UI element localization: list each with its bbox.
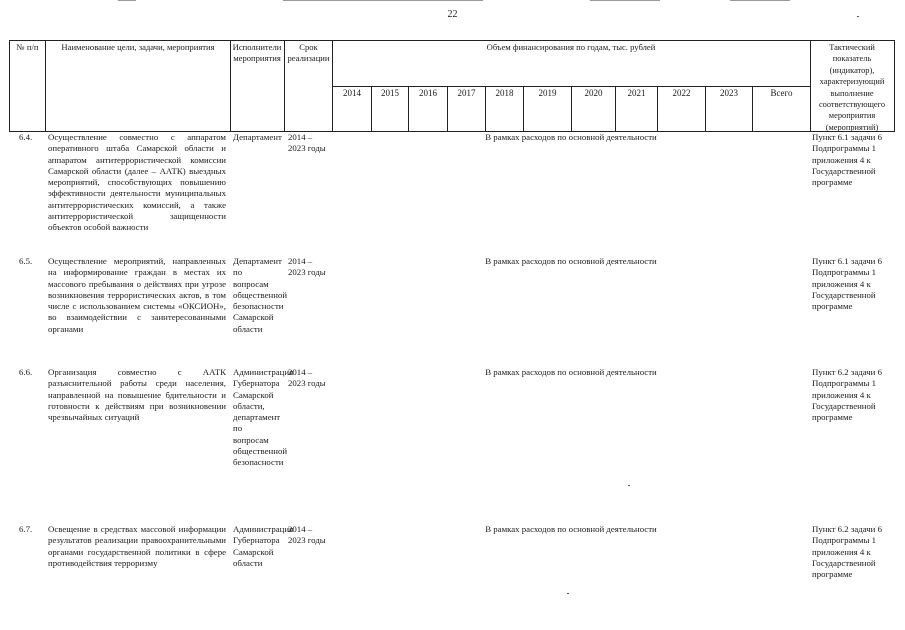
page-number: 22 (447, 9, 458, 20)
header-funding: Объем финансирования по годам, тыс. рублей (486, 42, 656, 52)
row-indicator: Пункт 6.1 задачи 6 Подпрограммы 1 приложения 4 к Государственной программе (812, 132, 882, 188)
row-name: Освещение в средствах массовой информации результатов реализации правоохранительными органами государственной политики в сфере противодействия терроризму (48, 524, 226, 568)
row-funding: В рамках расходов по основной деятельности (485, 132, 657, 142)
row-executor: Администрация Губернатора Самарской области (233, 524, 294, 568)
row-term: 2014 – 2023 годы (288, 367, 326, 389)
row-executor: Департамент (233, 132, 282, 142)
year-2018: 2018 (495, 88, 514, 98)
row-name: Осуществление мероприятий, направленных на информирование граждан в местах их массового пребывания о действиях при угрозе возникновения террористических актов, в том числе с использованием системы «ОКСИОН», во взаимодействии с заинтересованными органами (48, 256, 226, 334)
row-funding: В рамках расходов по основной деятельности (485, 256, 657, 266)
row-executor: Администрация Губернатора Самарской области, департамент по вопросам общественной безопасности (233, 367, 294, 468)
row-term: 2014 – 2023 годы (288, 132, 326, 154)
row-indicator: Пункт 6.2 задачи 6 Подпрограммы 1 приложения 4 к Государственной программе (812, 367, 882, 423)
row-num: 6.7. (19, 524, 33, 534)
row-term: 2014 – 2023 годы (288, 256, 326, 278)
year-total: Всего (770, 88, 793, 98)
year-2019: 2019 (538, 88, 557, 98)
year-2022: 2022 (672, 88, 691, 98)
year-2014: 2014 (343, 88, 361, 98)
header-name: Наименование цели, задачи, мероприятия (61, 42, 215, 52)
header-term: Срок реализации (287, 42, 330, 64)
row-term: 2014 – 2023 годы (288, 524, 326, 546)
header-executors: Исполнители мероприятия (232, 42, 282, 64)
year-2020: 2020 (584, 88, 603, 98)
header-num: № п/п (16, 42, 39, 52)
row-num: 6.6. (19, 367, 33, 377)
row-num: 6.4. (19, 132, 33, 142)
row-num: 6.5. (19, 256, 33, 266)
table-top-border (9, 40, 894, 41)
row-name: Организация совместно с ААТК разъяснительной работы среди населения, направленной на повышение бдительности и готовности к действиям при возникновении чрезвычайных ситуаций (48, 367, 226, 423)
row-executor: Департамент по вопросам общественной безопасности Самарской области (233, 256, 288, 334)
row-funding: В рамках расходов по основной деятельности (485, 524, 657, 534)
row-indicator: Пункт 6.1 задачи 6 Подпрограммы 1 приложения 4 к Государственной программе (812, 256, 882, 312)
header-indicator: Тактический показатель (индикатор), характеризующий выполнение соответствующего мероприятия (мероприятий) (818, 43, 886, 132)
row-name: Осуществление совместно с аппаратом оперативного штаба Самарской области и аппаратом антитеррористической комиссии Самарской области (далее – ААТК) выездных мероприятий, способствующих повышению эффективности деятельности муниципальных антитеррористических комиссий, а также антитеррористической защищенности объектов особой важности (48, 132, 226, 233)
year-2016: 2016 (419, 88, 437, 98)
year-2021: 2021 (627, 88, 646, 98)
year-2017: 2017 (457, 88, 476, 98)
year-2023: 2023 (720, 88, 738, 98)
row-funding: В рамках расходов по основной деятельности (485, 367, 657, 377)
year-2015: 2015 (381, 88, 399, 98)
row-indicator: Пункт 6.2 задачи 6 Подпрограммы 1 приложения 4 к Государственной программе (812, 524, 882, 580)
